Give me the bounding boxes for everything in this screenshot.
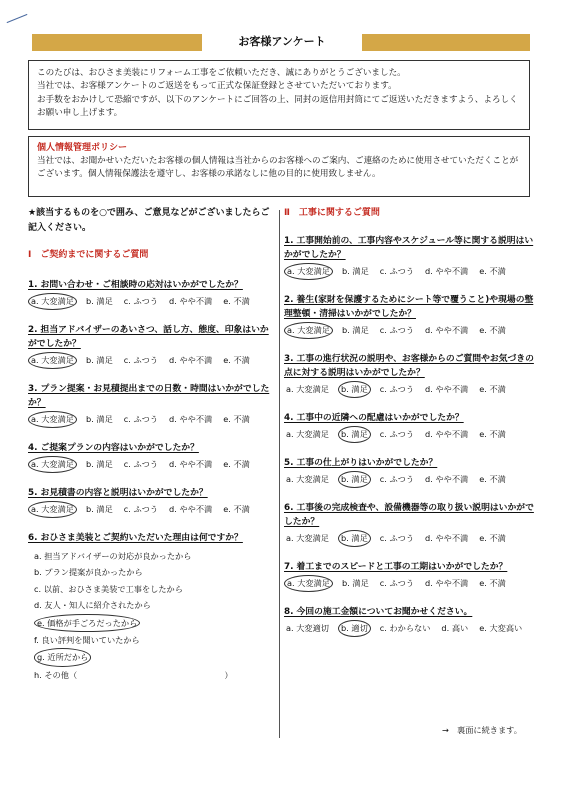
- intro-line: 当社では、お客様アンケートのご返送をもって正式な保証登録とさせていただいております。: [37, 81, 397, 92]
- question: [284, 456, 534, 488]
- reason-item[interactable]: e. 価格が手ごろだったから: [34, 614, 140, 632]
- reason-item[interactable]: d. 友人・知人に紹介されたから: [34, 600, 151, 611]
- answer-option[interactable]: d. やや不満: [425, 429, 469, 439]
- reason-item[interactable]: h. その他（ ）: [34, 669, 233, 680]
- question-text: 2. 担当アドバイザーのあいさつ、話し方、態度、印象はいかがでしたか？: [28, 325, 269, 349]
- question: [284, 501, 534, 547]
- answer-option[interactable]: c. ふつう: [379, 533, 415, 543]
- answer-option[interactable]: e. 不満: [479, 578, 506, 588]
- page-title: お客様アンケート: [238, 35, 326, 48]
- answer-option[interactable]: b. 満足: [85, 355, 113, 365]
- answer-option[interactable]: d. 高い: [441, 623, 469, 633]
- answer-option[interactable]: e. 不満: [479, 429, 506, 439]
- answer-option[interactable]: a. 大変満足: [28, 456, 77, 473]
- pen-mark: [7, 14, 28, 23]
- reason-list: [28, 548, 274, 683]
- question: [28, 278, 274, 310]
- answer-option[interactable]: a. 大変満足: [284, 322, 333, 339]
- answer-option[interactable]: b. 満足: [341, 325, 369, 335]
- question: [284, 234, 534, 280]
- answer-option[interactable]: a. 大変満足: [28, 293, 77, 310]
- reason-item[interactable]: f. 良い評判を聞いていたから: [34, 635, 140, 646]
- answer-option[interactable]: b. 満足: [338, 471, 371, 488]
- question: [28, 382, 274, 428]
- question-text: 5. お見積書の内容と説明はいかがでしたか？: [28, 488, 208, 498]
- question-text: 3. 工事の進行状況の説明や、お客様からのご質問やお気づきの点に対する説明はいかがでしたか？: [284, 354, 534, 378]
- question-text: 5. 工事の仕上がりはいかがでしたか？: [284, 458, 438, 468]
- question: [284, 605, 534, 637]
- answer-options: [284, 381, 534, 398]
- question-reasons: [28, 531, 274, 683]
- reason-item[interactable]: b. プラン提案が良かったから: [34, 567, 143, 578]
- right-column: [284, 206, 534, 650]
- reason-item[interactable]: a. 担当アドバイザーの対応が良かったから: [34, 551, 192, 561]
- answer-option[interactable]: a. 大変満足: [284, 575, 333, 592]
- intro-line: お手数をおかけして恐縮ですが、以下のアンケートにご回答の上、同封の返信用封筒にてご返送いただきますよう、よろしくお願い申し上げます。: [37, 94, 518, 119]
- answer-option[interactable]: b. 満足: [85, 296, 113, 306]
- answer-options: [28, 456, 274, 473]
- question: [284, 293, 534, 339]
- answer-option[interactable]: a. 大変満足: [28, 352, 77, 369]
- answer-option[interactable]: e. 不満: [479, 325, 506, 335]
- answer-option[interactable]: d. やや不満: [425, 384, 469, 394]
- question-text: 1. お問い合わせ・ご相談時の応対はいかがでしたか？: [28, 280, 243, 290]
- title-band-right: [362, 34, 530, 51]
- answer-option[interactable]: d. やや不満: [169, 504, 213, 514]
- answer-options: [284, 263, 534, 280]
- answer-option[interactable]: a. 大変満足: [286, 429, 329, 439]
- question-text: 1. 工事開始前の、工事内容やスケジュール等に関する説明はいかがでしたか？: [284, 236, 534, 260]
- question-text: 4. ご提案プランの内容はいかがでしたか？: [28, 443, 199, 453]
- answer-option[interactable]: d. やや不満: [169, 355, 213, 365]
- question-text: 3. プラン提案・お見積提出までの日数・時間はいかがでしたか？: [28, 384, 270, 408]
- question: [28, 441, 274, 473]
- answer-option[interactable]: a. 大変適切: [286, 623, 329, 633]
- answer-option[interactable]: a. 大変満足: [28, 411, 77, 428]
- question-text: 4. 工事中の近隣への配慮はいかがでしたか？: [284, 413, 464, 423]
- answer-option[interactable]: d. やや不満: [425, 325, 469, 335]
- continued-note: → 裏面に続きます。: [442, 725, 522, 735]
- answer-option[interactable]: d. やや不満: [425, 266, 469, 276]
- answer-option[interactable]: b. 満足: [341, 578, 369, 588]
- answer-option[interactable]: c. ふつう: [379, 578, 415, 588]
- answer-option[interactable]: b. 満足: [338, 426, 371, 443]
- answer-option[interactable]: e. 不満: [223, 414, 250, 424]
- reason-item[interactable]: g. 近所だから: [34, 648, 91, 666]
- title-band-left: [32, 34, 202, 51]
- question: [28, 486, 274, 518]
- answer-options: [284, 575, 534, 592]
- question-text: 7. 着工までのスピードと工事の工期はいかがでしたか？: [284, 562, 508, 572]
- answer-option[interactable]: c. わからない: [379, 623, 431, 633]
- intro-line: このたびは、おひさま美装にリフォーム工事をご依頼いただき、誠にありがとうございました。: [37, 68, 406, 78]
- answer-options: [284, 471, 534, 488]
- answer-option[interactable]: c. ふつう: [379, 429, 415, 439]
- answer-options: [284, 322, 534, 339]
- answer-option[interactable]: b. 満足: [85, 414, 113, 424]
- question-text: 2. 養生(家財を保護するためにシート等で覆うこと)や現場の整理整頓・清掃はいかがでしたか？: [284, 295, 534, 319]
- answer-option[interactable]: c. ふつう: [123, 355, 159, 365]
- answer-option[interactable]: e. 不満: [479, 474, 506, 484]
- answer-option[interactable]: c. ふつう: [123, 414, 159, 424]
- answer-option[interactable]: d. やや不満: [425, 578, 469, 588]
- answer-option[interactable]: c. ふつう: [379, 384, 415, 394]
- question-text: 6. 工事後の完成検査や、設備機器等の取り扱い説明はいかがでしたか？: [284, 503, 534, 527]
- privacy-box: [28, 136, 530, 197]
- left-column: [28, 206, 274, 696]
- answer-options: [28, 293, 274, 310]
- answer-option[interactable]: e. 不満: [479, 384, 506, 394]
- answer-option[interactable]: a. 大変満足: [286, 533, 329, 543]
- answer-option[interactable]: b. 満足: [338, 381, 371, 398]
- answer-option[interactable]: c. ふつう: [123, 504, 159, 514]
- answer-option[interactable]: d. やや不満: [169, 296, 213, 306]
- answer-option[interactable]: b. 満足: [341, 266, 369, 276]
- answer-option[interactable]: d. やや不満: [169, 459, 213, 469]
- privacy-text: 当社では、お聞かせいただいたお客様の個人情報は当社からのお客様へのご案内、ご連絡のために使用させていただくことがございます。個人情報保護法を遵守し、お客様の承諾なしに他の目的に使用致しません。: [37, 156, 519, 180]
- answer-options: [28, 352, 274, 369]
- question: [284, 560, 534, 592]
- answer-option[interactable]: b. 満足: [85, 504, 113, 514]
- privacy-title: 個人情報管理ポリシー: [37, 143, 128, 153]
- reason-item[interactable]: c. 以前、おひさま美装で工事をしたから: [34, 583, 183, 594]
- answer-option[interactable]: e. 不満: [223, 504, 250, 514]
- question: [284, 352, 534, 398]
- answer-option[interactable]: e. 不満: [223, 355, 250, 365]
- answer-options: [28, 411, 274, 428]
- answer-option[interactable]: e. 不満: [479, 266, 506, 276]
- question-text: 6. おひさま美装とご契約いただいた理由は何ですか？: [28, 533, 243, 543]
- answer-option[interactable]: c. ふつう: [379, 266, 415, 276]
- answer-option[interactable]: e. 不満: [223, 459, 250, 469]
- answer-option[interactable]: a. 大変満足: [286, 384, 329, 394]
- answer-options: [284, 620, 534, 637]
- answer-option[interactable]: c. ふつう: [379, 474, 415, 484]
- answer-option[interactable]: e. 大変高い: [479, 623, 523, 633]
- answer-option[interactable]: c. ふつう: [379, 325, 415, 335]
- answer-option[interactable]: c. ふつう: [123, 459, 159, 469]
- answer-option[interactable]: e. 不満: [223, 296, 250, 306]
- question: [28, 323, 274, 369]
- section-title: Ⅰ ご契約までに関するご質問: [28, 250, 149, 260]
- section-title: Ⅱ 工事に関するご質問: [284, 208, 380, 218]
- answer-option[interactable]: c. ふつう: [123, 296, 159, 306]
- answer-options: [284, 530, 534, 547]
- answer-option[interactable]: a. 大変満足: [284, 263, 333, 280]
- column-divider: [279, 210, 280, 738]
- answer-option[interactable]: b. 適切: [338, 620, 371, 637]
- answer-option[interactable]: e. 不満: [479, 533, 506, 543]
- answer-option[interactable]: a. 大変満足: [286, 474, 329, 484]
- answer-option[interactable]: d. やや不満: [169, 414, 213, 424]
- answer-options: [284, 426, 534, 443]
- question: [284, 411, 534, 443]
- intro-box: [28, 60, 530, 130]
- answer-option[interactable]: d. やや不満: [425, 533, 469, 543]
- answer-option[interactable]: b. 満足: [85, 459, 113, 469]
- answer-option[interactable]: b. 満足: [338, 530, 371, 547]
- question-text: 8. 今回の施工金額についてお聞かせください。: [284, 607, 473, 617]
- answer-options: [28, 501, 274, 518]
- answer-option[interactable]: a. 大変満足: [28, 501, 77, 518]
- instruction-note: ★該当するものを○で囲み、ご意見などがございましたらご記入ください。: [28, 208, 270, 233]
- answer-option[interactable]: d. やや不満: [425, 474, 469, 484]
